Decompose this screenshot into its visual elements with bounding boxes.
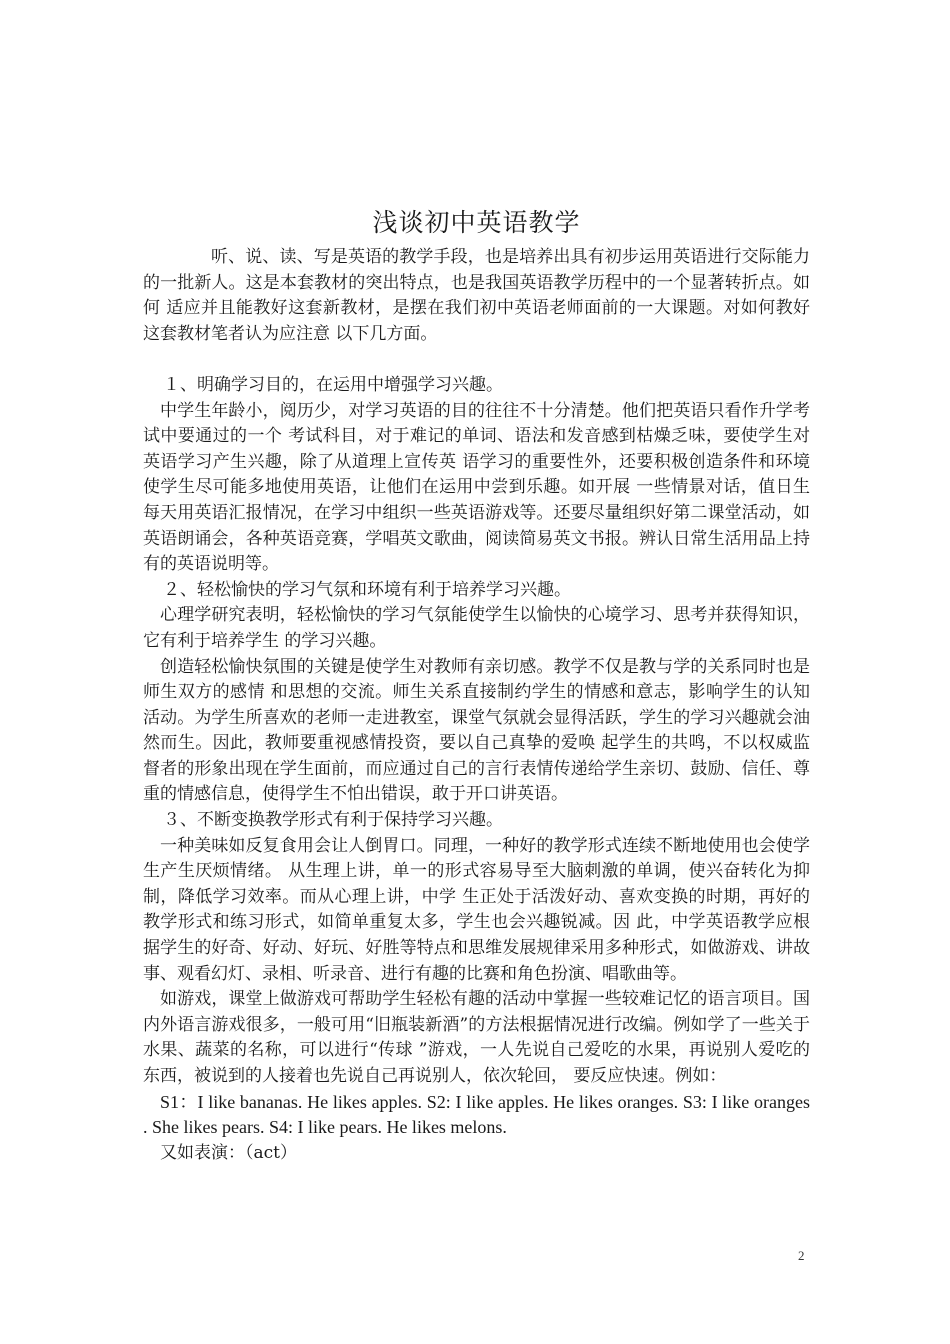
act-example-line: 又如表演：（act） [160, 1142, 297, 1163]
section-3-paragraph-2: 如游戏，课堂上做游戏可帮助学生轻松有趣的活动中掌握一些较难记忆的语言项目。国内外语言游戏很多，一般可用“旧瓶装新酒”的方法根据情况进行改编。例如学了一些关于水果、蔬菜的名称，可以进行“传球 ”游戏，一人先说自己爱吃的水果，再说别人爱吃的东西，被说到的人接着也先说自己再说别人，依次轮回， 要反应快速。例如： [143, 989, 810, 1086]
section-1-paragraph: 中学生年龄小，阅历少，对学习英语的目的往往不十分清楚。他们把英语只看作升学考试中要通过的一个 考试科目，对于难记的单词、语法和发音感到枯燥乏味，要使学生对英语学习产生兴趣，除了从道理上宣传英 语学习的重要性外，还要积极创造条件和环境使学生尽可能多地使用英语，让他们在运用中尝到乐趣。如开展 一些情景对话，值日生每天用英语汇报情况，在学习中组织一些英语游戏等。还要尽量组织好第二课堂活动，如英语朗诵会，各种英语竞赛，学唱英文歌曲，阅读简易英文书报。辨认日常生活用品上持有的英语说明等。 [143, 400, 810, 575]
page-number: 2 [798, 1248, 805, 1263]
document-body [143, 207, 810, 1166]
section-2-paragraph-2: 创造轻松愉快氛围的关键是使学生对教师有亲切感。教学不仅是教与学的关系同时也是师生双方的感情 和思想的交流。师生关系直接制约学生的情感和意志，影响学生的认知活动。为学生所喜欢的老师一走进教室，课堂气氛就会显得活跃，学生的学习兴趣就会油然而生。因此，教师要重视感情投资，要以自己真挚的爱唤 起学生的共鸣，不以权威监督者的形象出现在学生面前，而应通过自己的言行表情传递给学生亲切、鼓励、信任、尊重的情感信息，使得学生不怕出错误，敢于开口讲英语。 [143, 656, 810, 805]
intro-paragraph: 听、说、读、写是英语的教学手段，也是培养出具有初步运用英语进行交际能力的一批新人。这是本套教材的突出特点，也是我国英语教学历程中的一个显著转折点。如何 适应并且能教好这套新教材，是摆在我们初中英语老师面前的一大课题。对如何教好这套教材笔者认为应注意 以下几方面。 [143, 247, 810, 344]
paragraph-gap [143, 347, 810, 373]
section-3-heading: ３、不断变换教学形式有利于保持学习兴趣。 [163, 810, 503, 831]
example-dialogue: S1：I like bananas. He likes apples. S2: I like apples. He likes oranges. S3: I like oranges . She likes pears. S4: I like pears. He likes melons. [143, 1091, 810, 1138]
document-title: 浅谈初中英语教学 [372, 208, 581, 237]
section-2-heading: ２、轻松愉快的学习气氛和环境有利于培养学习兴趣。 [163, 579, 571, 600]
section-2-paragraph-1: 心理学研究表明，轻松愉快的学习气氛能使学生以愉快的心境学习、思考并获得知识，它有利于培养学生 的学习兴趣。 [143, 605, 810, 651]
section-1-heading: １、明确学习目的，在运用中增强学习兴趣。 [163, 374, 503, 395]
section-3-paragraph-1: 一种美味如反复食用会让人倒胃口。同理，一种好的教学形式连续不断地使用也会使学生产生厌烦情绪。 从生理上讲，单一的形式容易导至大脑刺激的单调，使兴奋转化为抑制，降低学习效率。而从心理上讲，中学 生正处于活泼好动、喜欢变换的时期，再好的教学形式和练习形式，如简单重复太多，学生也会兴趣锐减。因 此，中学英语教学应根据学生的好奇、好动、好玩、好胜等特点和思维发展规律采用多种形式，如做游戏、讲故事、观看幻灯、录相、听录音、进行有趣的比赛和角色扮演、唱歌曲等。 [143, 835, 810, 984]
